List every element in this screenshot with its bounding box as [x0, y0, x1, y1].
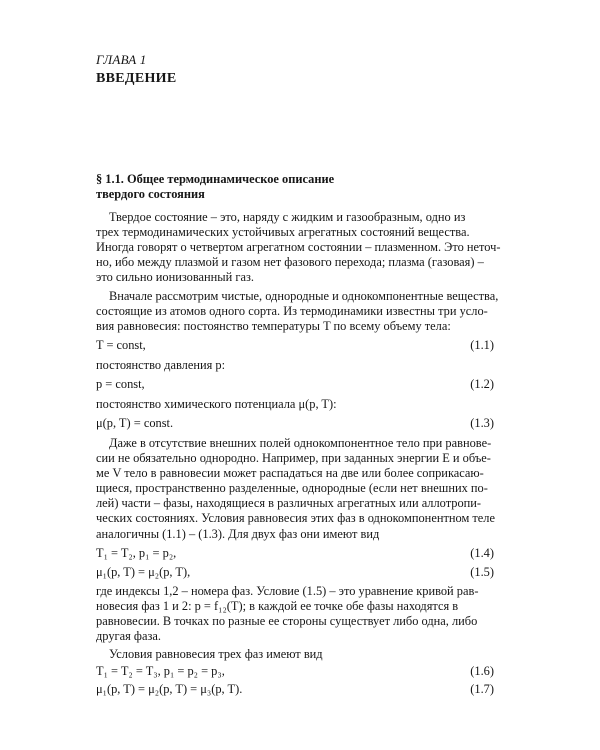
equation-number: (1.2) [470, 377, 494, 391]
paragraph-phases [96, 436, 494, 542]
text-line: состоящие из атомов одного сорта. Из термодинамики известны три усло- [96, 304, 488, 319]
text-line: сии не обязательно однородно. Например, при заданных энергии E и объе- [96, 451, 491, 466]
text-line: другая фаза. [96, 629, 161, 644]
section-title-line-2: твердого состояния [96, 187, 205, 201]
equation-expression: μ₁(p, T) = μ₂(p, T) = μ₃(p, T). [96, 682, 243, 696]
equation-1-2 [96, 377, 494, 393]
paragraph-phase-curve [96, 584, 494, 644]
text-line: аналогичны (1.1) – (1.3). Для двух фаз они имеют вид [96, 526, 380, 541]
text-line: ческих состояниях. Условия равновесия этих фаз в однокомпонентном теле [96, 511, 495, 526]
equation-number: (1.6) [470, 664, 494, 678]
equation-1-7 [96, 682, 494, 698]
text-line: Вначале рассмотрим чистые, однородные и однокомпонентные вещества, [109, 289, 499, 303]
equation-1-4 [96, 546, 494, 562]
text-line: постоянство давления p: [96, 358, 226, 372]
equation-1-1 [96, 338, 494, 354]
text-line: Иногда говорят о четвертом агрегатном состоянии – плазменном. Это неточ- [96, 240, 501, 255]
equation-expression: μ₁(p, T) = μ₂(p, T), [96, 565, 191, 579]
text-line: ме V тело в равновесии может распадаться на две или более соприкасаю- [96, 466, 484, 481]
equation-number: (1.4) [470, 546, 494, 560]
text-line: лей) части – фазы, находящиеся в различных агрегатных или аллотропи- [96, 496, 482, 511]
equation-number: (1.3) [470, 416, 494, 430]
equation-number: (1.1) [470, 338, 494, 352]
equation-1-5 [96, 565, 494, 581]
text-line: щиеся, пространственно разделенные, однородные (если нет внешних по- [96, 481, 488, 496]
text-line: Условия равновесия трех фаз имеют вид [109, 647, 323, 661]
text-line: это сильно ионизованный газ. [96, 270, 254, 285]
equation-number: (1.7) [470, 682, 494, 696]
equation-expression: p = const, [96, 377, 145, 391]
section-title [96, 172, 516, 202]
chapter-label: ГЛАВА 1 [96, 52, 147, 67]
text-line: равновесии. В точках по разные ее стороны существует либо одна, либо [96, 614, 478, 629]
label-chemical-potential [96, 397, 494, 412]
text-line: новесия фаз 1 и 2: p = f₁₂(T); в каждой ее точке обе фазы находятся в [96, 599, 459, 614]
equation-1-6 [96, 664, 494, 680]
equation-expression: T₁ = T₂, p₁ = p₂, [96, 546, 177, 560]
text-line: Даже в отсутствие внешних полей однокомпонентное тело при равнове- [109, 436, 492, 450]
section-title-line-1: § 1.1. Общее термодинамическое описание [96, 172, 335, 186]
text-line: Твердое состояние – это, наряду с жидким и газообразным, одно из [109, 210, 466, 224]
text-line: постоянство химического потенциала μ(p, T): [96, 397, 337, 411]
text-line: но, ибо между плазмой и газом нет фазового перехода; плазма (газовая) – [96, 255, 484, 270]
paragraph-equilibrium-conditions [96, 289, 499, 334]
text-line: вия равновесия: постоянство температуры T по всему объему тела: [96, 319, 451, 334]
label-pressure [96, 358, 494, 373]
paragraph-three-phases [96, 647, 494, 662]
text-line: трех термодинамических устойчивых агрегатных состояний вещества. [96, 225, 470, 240]
equation-expression: μ(p, T) = const. [96, 416, 174, 430]
text-line: где индексы 1,2 – номера фаз. Условие (1.5) – это уравнение кривой рав- [96, 584, 479, 598]
equation-expression: T₁ = T₂ = T₃, p₁ = p₂ = p₃, [96, 664, 225, 678]
chapter-title: ВВЕДЕНИЕ [96, 71, 177, 86]
equation-expression: T = const, [96, 338, 146, 352]
equation-number: (1.5) [470, 565, 494, 579]
equation-1-3 [96, 416, 494, 432]
paragraph-solid-state [96, 210, 501, 285]
